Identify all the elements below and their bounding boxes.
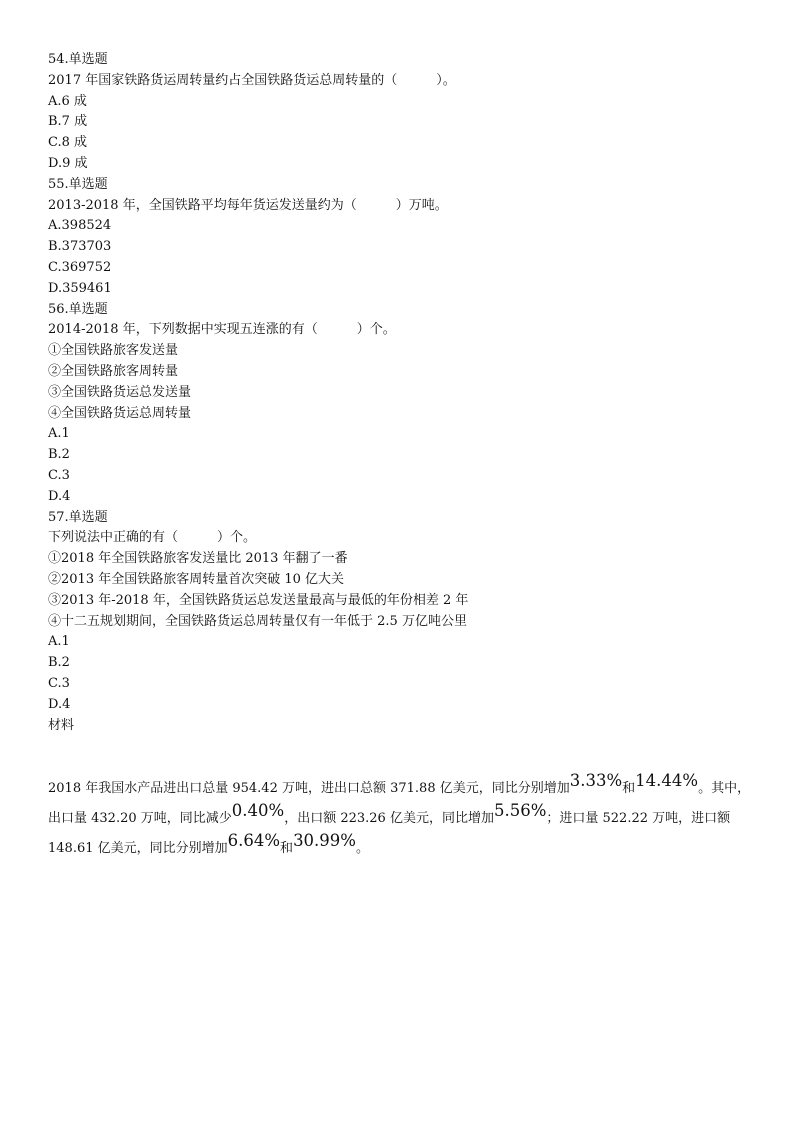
spacer: [48, 736, 758, 759]
statement-2: ②全国铁路旅客周转量: [48, 363, 179, 379]
statement-1: ①全国铁路旅客发送量: [48, 343, 179, 359]
percent-value: 14.44%: [635, 771, 699, 791]
material-text: ，出口额 223.26 亿美元，同比增加: [284, 811, 494, 827]
option-a: A.6 成: [48, 93, 87, 109]
option-b: B.2: [48, 655, 70, 671]
material-text: 和: [280, 841, 294, 857]
material-text: 。其中，出口量 432.20 万吨，同比减少: [48, 781, 751, 827]
question-header: 56.单选题: [48, 301, 108, 317]
option-c: C.369752: [48, 259, 112, 275]
percent-value: 6.64%: [227, 831, 281, 851]
question-header: 57.单选题: [48, 509, 108, 525]
material-text: 。: [355, 841, 369, 857]
option-d: D.4: [48, 696, 71, 712]
question-header: 54.单选题: [48, 52, 108, 67]
option-c: C.3: [48, 675, 70, 691]
question-55: [48, 175, 758, 300]
statement-3: ③2013 年-2018 年，全国铁路货运总发送量最高与最低的年份相差 2 年: [48, 592, 469, 608]
material-text: 2018 年我国水产品进出口总量 954.42 万吨，进出口总额 371.88 亿美元，同比分别增加: [48, 781, 570, 797]
question-57: [48, 508, 758, 716]
option-c: C.8 成: [48, 135, 88, 151]
statement-4: ④十二五规划期间，全国铁路货运总周转量仅有一年低于 2.5 万亿吨公里: [48, 613, 467, 629]
percent-value: 30.99%: [293, 831, 356, 851]
material-label: 材料: [48, 717, 75, 733]
material-text: ；进口量 522.22 万吨，进口额 148.61 亿美元，同比分别增加: [48, 811, 731, 857]
question-stem: 2014-2018 年，下列数据中实现五连涨的有（ ）个。: [48, 322, 396, 338]
option-d: D.4: [48, 488, 71, 504]
material-paragraph: [48, 773, 753, 863]
option-a: A.1: [48, 426, 70, 442]
question-header: 55.单选题: [48, 176, 108, 192]
question-54: [48, 50, 758, 175]
option-c: C.3: [48, 467, 70, 483]
question-stem: 2013-2018 年，全国铁路平均每年货运发送量约为（ ）万吨。: [48, 197, 448, 213]
option-b: B.2: [48, 447, 70, 463]
percent-value: 0.40%: [231, 801, 285, 821]
question-stem: 2017 年国家铁路货运周转量约占全国铁路货运总周转量的（ ）。: [48, 72, 456, 88]
question-56: [48, 300, 758, 508]
option-a: A.1: [48, 634, 70, 650]
question-stem: 下列说法中正确的有（ ）个。: [48, 530, 257, 546]
option-a: A.398524: [48, 218, 112, 234]
statement-1: ①2018 年全国铁路旅客发送量比 2013 年翻了一番: [48, 551, 348, 567]
statement-3: ③全国铁路货运总发送量: [48, 384, 192, 400]
percent-value: 3.33%: [569, 771, 623, 791]
option-d: D.359461: [48, 280, 112, 296]
option-d: D.9 成: [48, 155, 88, 171]
document-page: [48, 50, 758, 863]
material-text: 和: [622, 781, 636, 797]
statement-2: ②2013 年全国铁路旅客周转量首次突破 10 亿大关: [48, 571, 345, 587]
statement-4: ④全国铁路货运总周转量: [48, 405, 192, 421]
option-b: B.373703: [48, 239, 112, 255]
option-b: B.7 成: [48, 114, 88, 130]
percent-value: 5.56%: [493, 801, 547, 821]
